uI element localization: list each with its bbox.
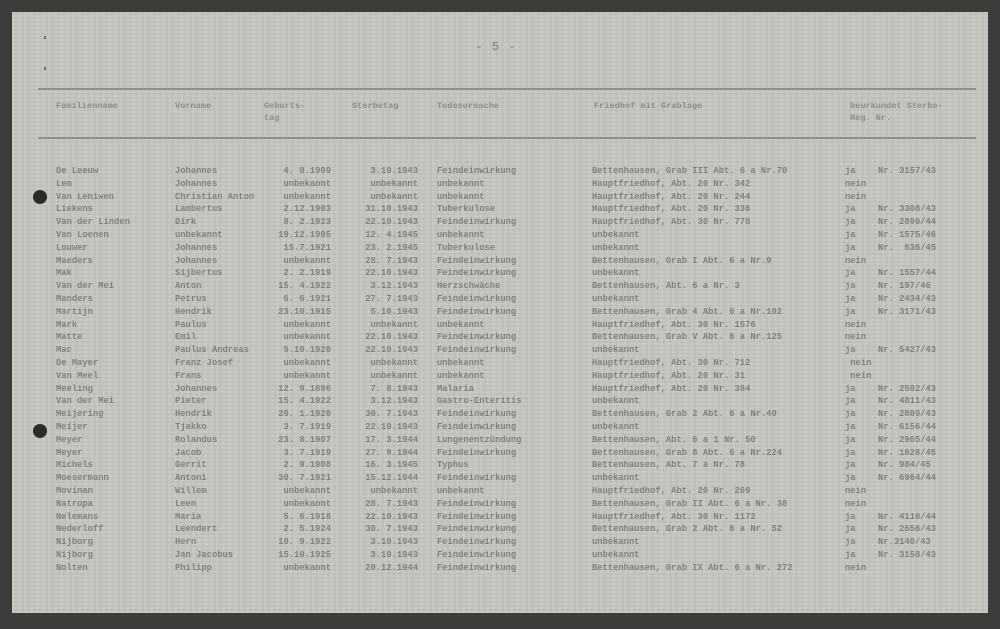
- paper-mark: [44, 67, 46, 70]
- cell-geburtstag: 12. 9.1896: [278, 383, 331, 394]
- cell-familienname: Liekens: [56, 204, 93, 215]
- cell-todesursache: Lungenentzündung: [437, 434, 522, 445]
- cell-reg-nr: Nr. 2890/44: [878, 217, 937, 228]
- cell-geburtstag: unbekannt: [283, 370, 331, 381]
- cell-geburtstag: 30. 7.1921: [278, 473, 331, 484]
- cell-geburtstag: unbekannt: [283, 357, 331, 368]
- cell-friedhof: Bettenhausen, Grab IX Abt. 6 a Nr. 272: [592, 562, 793, 573]
- cell-vorname: Christian Anton: [175, 191, 255, 202]
- cell-geburtstag: unbekannt: [283, 562, 331, 573]
- cell-vorname: Dirk: [175, 217, 197, 228]
- cell-geburtstag: 15.7.1921: [283, 242, 331, 253]
- cell-familienname: Meijer: [56, 421, 88, 432]
- cell-beurkundet: ja: [845, 217, 856, 228]
- cell-friedhof: unbekannt: [592, 345, 640, 356]
- cell-vorname: Maria: [175, 511, 202, 522]
- table-row: [12, 370, 988, 383]
- cell-beurkundet: ja: [845, 306, 856, 317]
- cell-todesursache: unbekannt: [437, 178, 485, 189]
- cell-friedhof: Bettenhausen, Grab III Abt. 6 a Nr.70: [592, 166, 788, 176]
- cell-friedhof: unbekannt: [592, 268, 640, 279]
- cell-geburtstag: 15. 4.1922: [278, 396, 331, 407]
- cell-vorname: Johannes: [175, 383, 218, 394]
- cell-geburtstag: unbekannt: [283, 498, 331, 509]
- cell-vorname: Johannes: [175, 166, 218, 176]
- cell-geburtstag: unbekannt: [283, 332, 331, 343]
- cell-sterbetag: 27. 9.1944: [365, 447, 418, 458]
- cell-sterbetag: 15.12.1944: [365, 473, 418, 484]
- cell-familienname: Meijering: [56, 409, 104, 420]
- table-row: [12, 255, 988, 268]
- table-row: [12, 421, 988, 434]
- cell-vorname: Sijbertus: [175, 268, 223, 279]
- cell-sterbetag: 3.10.1943: [370, 166, 418, 176]
- cell-beurkundet: nein: [845, 562, 867, 573]
- cell-vorname: Anton: [175, 281, 202, 292]
- cell-sterbetag: 30. 7.1943: [365, 524, 418, 535]
- cell-friedhof: Hauptfriedhof, Abt. 30 Nr. 712: [592, 357, 751, 368]
- cell-familienname: Van der Mei: [56, 281, 115, 292]
- cell-vorname: Philipp: [175, 562, 212, 573]
- cell-beurkundet: ja: [845, 409, 856, 420]
- page-number: - 5 -: [475, 40, 517, 54]
- cell-beurkundet: nein: [845, 191, 867, 202]
- table-row: [12, 472, 988, 485]
- cell-todesursache: unbekannt: [437, 191, 485, 202]
- cell-familienname: Louwer: [56, 242, 88, 253]
- cell-geburtstag: 15. 4.1922: [278, 281, 331, 292]
- cell-geburtstag: 10. 9.1922: [278, 537, 331, 548]
- cell-sterbetag: 3.10.1943: [370, 549, 418, 560]
- header-friedhof: Friedhof mit Grablage: [594, 101, 703, 111]
- cell-vorname: Willem: [175, 485, 207, 496]
- cell-sterbetag: 16. 3.1945: [365, 460, 418, 471]
- header-todesursache: Todesursache: [437, 101, 499, 111]
- table-row: [12, 293, 988, 306]
- cell-vorname: Gerrit: [175, 460, 207, 471]
- cell-friedhof: Hauptfriedhof, Abt. 20 Nr. 269: [592, 485, 751, 496]
- cell-reg-nr: Nr. 2809/43: [878, 409, 937, 420]
- cell-familienname: Mark: [56, 319, 78, 330]
- cell-todesursache: Typhus: [437, 460, 469, 471]
- table-row: [12, 331, 988, 344]
- cell-todesursache: Herzschwäche: [437, 281, 501, 292]
- cell-familienname: Matte: [56, 332, 83, 343]
- cell-friedhof: Hauptfriedhof, Abt. 20 Nr. 342: [592, 178, 751, 189]
- cell-sterbetag: 17. 3.1944: [365, 434, 418, 445]
- cell-geburtstag: 5.10.1920: [283, 345, 331, 356]
- cell-beurkundet: ja: [845, 511, 856, 522]
- cell-todesursache: Feindeinwirkung: [437, 473, 517, 484]
- cell-beurkundet: ja: [845, 549, 856, 560]
- cell-vorname: Johannes: [175, 255, 218, 266]
- cell-familienname: Nijborg: [56, 549, 93, 560]
- cell-familienname: Mak: [56, 268, 72, 279]
- cell-reg-nr: Nr. 2434/43: [878, 293, 937, 304]
- cell-reg-nr: Nr. 1628/45: [878, 447, 937, 458]
- table-row: [12, 178, 988, 191]
- cell-familienname: De Leeuw: [56, 166, 99, 176]
- cell-todesursache: Feindeinwirkung: [437, 217, 517, 228]
- cell-familienname: Lem: [56, 178, 72, 189]
- cell-friedhof: Hauptfriedhof, Abt. 30 Nr. 778: [592, 217, 751, 228]
- cell-vorname: Paulus Andreas: [175, 345, 249, 356]
- cell-todesursache: Feindeinwirkung: [437, 293, 517, 304]
- cell-sterbetag: 28. 7.1943: [365, 498, 418, 509]
- cell-sterbetag: unbekannt: [370, 319, 418, 330]
- cell-beurkundet: nein: [845, 370, 872, 381]
- cell-friedhof: unbekannt: [592, 473, 640, 484]
- cell-reg-nr: Nr. 1557/44: [878, 268, 937, 279]
- cell-todesursache: Tuberkulose: [437, 204, 496, 215]
- cell-beurkundet: ja: [845, 268, 856, 279]
- cell-sterbetag: unbekannt: [370, 370, 418, 381]
- cell-geburtstag: 2. 9.1908: [283, 460, 331, 471]
- cell-sterbetag: 12. 4.1945: [365, 229, 418, 240]
- cell-beurkundet: ja: [845, 460, 856, 471]
- cell-vorname: Leendert: [175, 524, 218, 535]
- cell-todesursache: unbekannt: [437, 229, 485, 240]
- cell-friedhof: Hauptfriedhof, Abt. 20 Nr. 336: [592, 204, 751, 215]
- table-row: [12, 562, 988, 575]
- table-row: [12, 459, 988, 472]
- table-row: [12, 165, 988, 178]
- cell-vorname: Franz Josef: [175, 357, 234, 368]
- table-row: [12, 511, 988, 524]
- cell-beurkundet: nein: [845, 332, 867, 343]
- register-table: [12, 165, 988, 575]
- cell-beurkundet: ja: [845, 229, 856, 240]
- table-row: [12, 267, 988, 280]
- cell-todesursache: unbekannt: [437, 357, 485, 368]
- cell-familienname: Nelemans: [56, 511, 99, 522]
- header-beurkundet: beurkundet Sterbe- Reg. Nr.: [850, 101, 943, 123]
- cell-sterbetag: 22.10.1943: [365, 511, 418, 522]
- header-sterbetag: Sterbetag: [352, 101, 399, 111]
- cell-geburtstag: 2.12.1903: [283, 204, 331, 215]
- cell-familienname: Movinan: [56, 485, 93, 496]
- cell-beurkundet: ja: [845, 242, 856, 253]
- cell-sterbetag: 5.10.1943: [370, 306, 418, 317]
- cell-sterbetag: 22.10.1943: [365, 268, 418, 279]
- cell-geburtstag: 2. 2.1919: [283, 268, 331, 279]
- cell-todesursache: Feindeinwirkung: [437, 524, 517, 535]
- cell-friedhof: Hauptfriedhof, Abt. 20 Nr. 244: [592, 191, 751, 202]
- cell-familienname: Van Leniwen: [56, 191, 115, 202]
- table-row: [12, 549, 988, 562]
- cell-sterbetag: 22.10.1943: [365, 332, 418, 343]
- table-row: [12, 280, 988, 293]
- cell-todesursache: unbekannt: [437, 370, 485, 381]
- cell-friedhof: Hauptfriedhof, Abt. 20 Nr. 384: [592, 383, 751, 394]
- cell-beurkundet: ja: [845, 537, 856, 548]
- cell-reg-nr: Nr. 3308/43: [878, 204, 937, 215]
- cell-vorname: Pieter: [175, 396, 207, 407]
- cell-friedhof: Bettenhausen, Grab II Abt. 6 a Nr. 38: [592, 498, 788, 509]
- cell-friedhof: Bettenhausen, Abt. 7 a Nr. 78: [592, 460, 746, 471]
- cell-todesursache: Feindeinwirkung: [437, 549, 517, 560]
- cell-familienname: Meyer: [56, 434, 83, 445]
- cell-familienname: Moesermann: [56, 473, 109, 484]
- cell-friedhof: unbekannt: [592, 549, 640, 560]
- cell-todesursache: Feindeinwirkung: [437, 409, 517, 420]
- cell-sterbetag: unbekannt: [370, 357, 418, 368]
- cell-todesursache: Feindeinwirkung: [437, 255, 517, 266]
- cell-geburtstag: 20. 1.1920: [278, 409, 331, 420]
- paper-mark: [44, 36, 46, 39]
- cell-friedhof: Bettenhausen, Grab I Abt. 6 a Nr.9: [592, 255, 772, 266]
- cell-reg-nr: Nr. 4811/43: [878, 396, 937, 407]
- cell-familienname: Michels: [56, 460, 93, 471]
- header-bottom-rule: [38, 137, 976, 139]
- cell-familienname: Mac: [56, 345, 72, 356]
- table-row: [12, 447, 988, 460]
- cell-geburtstag: 8. 2.1923: [283, 217, 331, 228]
- cell-todesursache: Feindeinwirkung: [437, 306, 517, 317]
- cell-sterbetag: 3.12.1943: [370, 396, 418, 407]
- cell-geburtstag: 2. 5.1924: [283, 524, 331, 535]
- table-row: [12, 383, 988, 396]
- cell-familienname: De Mayer: [56, 357, 99, 368]
- cell-friedhof: Bettenhausen, Abt. 6 a 1 Nr. 50: [592, 434, 756, 445]
- cell-todesursache: Feindeinwirkung: [437, 447, 517, 458]
- cell-friedhof: unbekannt: [592, 242, 640, 253]
- cell-beurkundet: ja: [845, 166, 856, 176]
- cell-vorname: Petrus: [175, 293, 207, 304]
- cell-sterbetag: 20.12.1944: [365, 562, 418, 573]
- cell-familienname: Martijn: [56, 306, 93, 317]
- table-row: [12, 523, 988, 536]
- cell-geburtstag: 3. 7.1919: [283, 421, 331, 432]
- cell-geburtstag: 6. 6.1921: [283, 293, 331, 304]
- cell-familienname: Meyer: [56, 447, 83, 458]
- cell-geburtstag: 19.12.1905: [278, 229, 331, 240]
- cell-geburtstag: 5. 6.1918: [283, 511, 331, 522]
- cell-geburtstag: unbekannt: [283, 319, 331, 330]
- cell-familienname: Nederloff: [56, 524, 104, 535]
- cell-beurkundet: ja: [845, 396, 856, 407]
- cell-todesursache: Feindeinwirkung: [437, 268, 517, 279]
- cell-sterbetag: 28. 7.1943: [365, 255, 418, 266]
- cell-vorname: Johannes: [175, 242, 218, 253]
- cell-beurkundet: ja: [845, 447, 856, 458]
- cell-reg-nr: Nr. 636/45: [878, 242, 937, 253]
- cell-familienname: Maeders: [56, 255, 93, 266]
- cell-todesursache: Feindeinwirkung: [437, 332, 517, 343]
- cell-vorname: Rolandus: [175, 434, 218, 445]
- cell-friedhof: Bettenhausen, Grab 4 Abt. 6 a Nr.102: [592, 306, 783, 317]
- cell-vorname: Jan Jacobus: [175, 549, 234, 560]
- cell-sterbetag: 3.12.1943: [370, 281, 418, 292]
- cell-beurkundet: ja: [845, 293, 856, 304]
- cell-reg-nr: Nr. 6156/44: [878, 421, 937, 432]
- cell-sterbetag: 31.10.1943: [365, 204, 418, 215]
- cell-friedhof: Hauptfriedhof, Abt. 30 Nr. 1172: [592, 511, 756, 522]
- table-row: [12, 203, 988, 216]
- cell-sterbetag: 22.10.1943: [365, 345, 418, 356]
- cell-geburtstag: unbekannt: [283, 191, 331, 202]
- cell-todesursache: Gastro-Enteritis: [437, 396, 522, 407]
- cell-friedhof: unbekannt: [592, 537, 640, 548]
- cell-friedhof: unbekannt: [592, 229, 640, 240]
- cell-reg-nr: Nr. 6964/44: [878, 473, 937, 484]
- cell-vorname: Emil: [175, 332, 197, 343]
- document-page: [12, 12, 988, 613]
- cell-reg-nr: Nr. 2656/43: [878, 524, 937, 535]
- header-familienname: Familienname: [56, 101, 118, 111]
- cell-todesursache: Feindeinwirkung: [437, 345, 517, 356]
- cell-familienname: Nolten: [56, 562, 88, 573]
- cell-sterbetag: unbekannt: [370, 191, 418, 202]
- cell-friedhof: Hauptfriedhof, Abt. 30 Nr. 1576: [592, 319, 756, 330]
- cell-beurkundet: nein: [845, 255, 867, 266]
- cell-friedhof: Bettenhausen, Grab 2 Abt. 6 a Nr.40: [592, 409, 777, 420]
- table-row: [12, 536, 988, 549]
- cell-reg-nr: Nr. 197/46: [878, 281, 931, 292]
- table-row: [12, 498, 988, 511]
- cell-vorname: Jacob: [175, 447, 202, 458]
- cell-reg-nr: Nr. 2965/44: [878, 434, 937, 445]
- cell-geburtstag: 23. 8.1907: [278, 434, 331, 445]
- table-row: [12, 216, 988, 229]
- cell-vorname: Hern: [175, 537, 197, 548]
- cell-reg-nr: Nr. 3157/43: [878, 166, 937, 176]
- table-row: [12, 229, 988, 242]
- cell-sterbetag: unbekannt: [370, 485, 418, 496]
- cell-beurkundet: nein: [845, 498, 867, 509]
- cell-beurkundet: ja: [845, 345, 856, 356]
- cell-vorname: Hendrik: [175, 409, 212, 420]
- cell-beurkundet: nein: [845, 485, 867, 496]
- cell-reg-nr: Nr. 5427/43: [878, 345, 937, 356]
- cell-beurkundet: ja: [845, 524, 856, 535]
- cell-todesursache: Tuberkulose: [437, 242, 496, 253]
- cell-vorname: Tjakko: [175, 421, 207, 432]
- cell-todesursache: Feindeinwirkung: [437, 562, 517, 573]
- header-top-rule: [38, 88, 976, 90]
- cell-todesursache: Feindeinwirkung: [437, 498, 517, 509]
- cell-beurkundet: ja: [845, 281, 856, 292]
- cell-todesursache: Feindeinwirkung: [437, 421, 517, 432]
- cell-beurkundet: ja: [845, 383, 856, 394]
- cell-beurkundet: ja: [845, 421, 856, 432]
- cell-geburtstag: unbekannt: [283, 485, 331, 496]
- cell-familienname: Van der Mei: [56, 396, 115, 407]
- header-geburtstag: Geburts- tag: [264, 101, 306, 123]
- cell-sterbetag: 23. 2.1945: [365, 242, 418, 253]
- cell-geburtstag: unbekannt: [283, 178, 331, 189]
- cell-geburtstag: 4. 8.1909: [283, 166, 331, 176]
- table-row: [12, 408, 988, 421]
- cell-vorname: Leen: [175, 498, 197, 509]
- cell-vorname: Johannes: [175, 178, 218, 189]
- table-row: [12, 242, 988, 255]
- cell-geburtstag: 15.10.1925: [278, 549, 331, 560]
- table-row: [12, 485, 988, 498]
- cell-reg-nr: Nr. 1575/46: [878, 229, 937, 240]
- cell-todesursache: unbekannt: [437, 319, 485, 330]
- cell-friedhof: Hauptfriedhof, Abt. 20 Nr. 31: [592, 370, 746, 381]
- cell-familienname: Natropa: [56, 498, 93, 509]
- cell-beurkundet: ja: [845, 434, 856, 445]
- cell-familienname: Nijborg: [56, 537, 93, 548]
- cell-geburtstag: unbekannt: [283, 255, 331, 266]
- cell-beurkundet: nein: [845, 357, 872, 368]
- cell-sterbetag: 27. 7.1943: [365, 293, 418, 304]
- cell-friedhof: unbekannt: [592, 293, 640, 304]
- cell-reg-nr: Nr. 4110/44: [878, 511, 937, 522]
- cell-sterbetag: 3.10.1943: [370, 537, 418, 548]
- table-row: [12, 191, 988, 204]
- header-vorname: Vorname: [175, 101, 212, 111]
- cell-friedhof: Bettenhausen, Abt. 6 a Nr. 3: [592, 281, 740, 292]
- cell-familienname: Meeling: [56, 383, 93, 394]
- cell-reg-nr: Nr. 984/45: [878, 460, 931, 471]
- cell-todesursache: Feindeinwirkung: [437, 511, 517, 522]
- cell-friedhof: unbekannt: [592, 396, 640, 407]
- cell-friedhof: unbekannt: [592, 421, 640, 432]
- cell-geburtstag: 23.10.1915: [278, 306, 331, 317]
- table-row: [12, 306, 988, 319]
- cell-todesursache: Malaria: [437, 383, 474, 394]
- cell-friedhof: Bettenhausen, Grab 2 Abt. 6 a Nr. 52: [592, 524, 783, 535]
- cell-vorname: Paulus: [175, 319, 207, 330]
- cell-familienname: Van der Linden: [56, 217, 130, 228]
- table-row: [12, 434, 988, 447]
- cell-beurkundet: nein: [845, 319, 867, 330]
- cell-beurkundet: nein: [845, 178, 867, 189]
- table-row: [12, 319, 988, 332]
- cell-sterbetag: 22.10.1943: [365, 217, 418, 228]
- cell-beurkundet: ja: [845, 473, 856, 484]
- cell-todesursache: Feindeinwirkung: [437, 537, 517, 548]
- cell-vorname: Lambertus: [175, 204, 223, 215]
- cell-geburtstag: 3. 7.1919: [283, 447, 331, 458]
- cell-vorname: Frans: [175, 370, 202, 381]
- cell-vorname: unbekannt: [175, 229, 223, 240]
- table-row: [12, 344, 988, 357]
- cell-friedhof: Bettenhausen, Grab 8 Abt. 6 a Nr.224: [592, 447, 783, 458]
- cell-friedhof: Bettenhausen, Grab V Abt. 6 a Nr.125: [592, 332, 783, 343]
- table-row: [12, 395, 988, 408]
- cell-vorname: Antoni: [175, 473, 207, 484]
- cell-familienname: Van Loenen: [56, 229, 109, 240]
- cell-todesursache: Feindeinwirkung: [437, 166, 517, 176]
- cell-vorname: Hendrik: [175, 306, 212, 317]
- cell-reg-nr: Nr. 2502/43: [878, 383, 937, 394]
- cell-reg-nr: Nr.3140/43: [878, 537, 931, 548]
- cell-sterbetag: 22.10.1943: [365, 421, 418, 432]
- cell-familienname: Manders: [56, 293, 93, 304]
- cell-beurkundet: ja: [845, 204, 856, 215]
- table-row: [12, 357, 988, 370]
- cell-reg-nr: Nr. 3158/43: [878, 549, 937, 560]
- cell-sterbetag: 7. 8.1943: [370, 383, 418, 394]
- cell-todesursache: unbekannt: [437, 485, 485, 496]
- cell-reg-nr: Nr. 3171/43: [878, 306, 937, 317]
- cell-sterbetag: 30. 7.1943: [365, 409, 418, 420]
- cell-familienname: Van Meel: [56, 370, 99, 381]
- cell-sterbetag: unbekannt: [370, 178, 418, 189]
